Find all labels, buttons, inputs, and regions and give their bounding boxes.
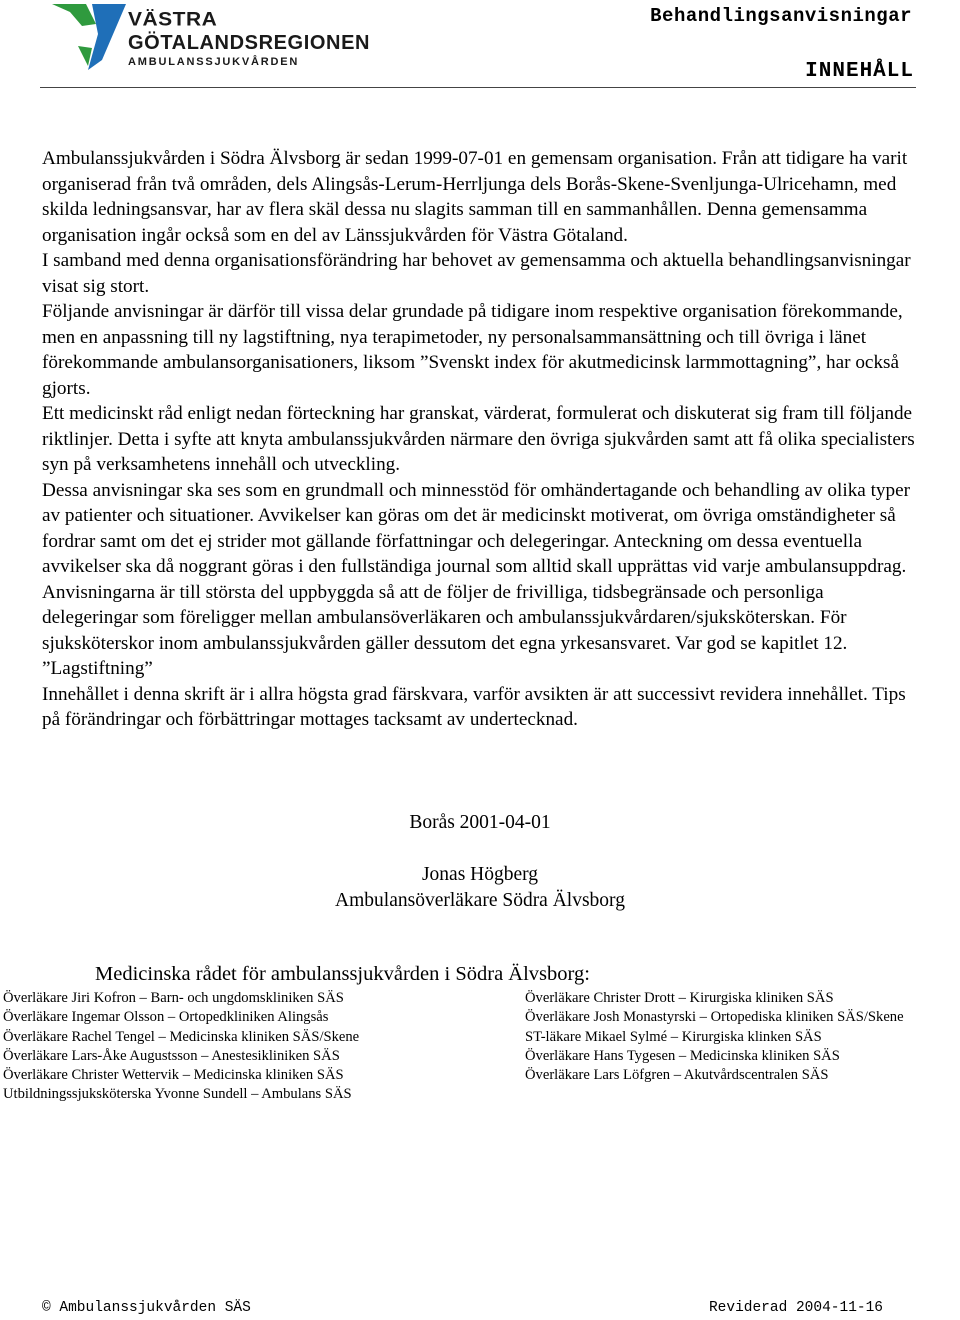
council-list-right bbox=[525, 989, 904, 1085]
logo-line-2: GÖTALANDSREGIONEN bbox=[128, 32, 371, 54]
emblem-green-tip bbox=[78, 46, 92, 66]
footer-copyright: © Ambulanssjukvården SÄS bbox=[42, 1300, 251, 1316]
council-member: Överläkare Ingemar Olsson – Ortopedkliniken Alingsås bbox=[3, 1009, 329, 1026]
paragraph: Följande anvisningar är därför till vissa delar grundade på tidigare inom respektive organisation förekommande, men en anpassning till ny lagstiftning, nya terapimetoder, ny personalsammansättning och till övriga i länet förekommande ambulansorganisationers, liksom ”Svenskt index för akutmedicinsk larmmottagning”, har också gjorts. bbox=[42, 301, 903, 399]
council-member: Överläkare Jiri Kofron – Barn- och ungdomskliniken SÄS bbox=[3, 990, 344, 1006]
region-emblem-icon bbox=[52, 4, 128, 74]
paragraph: I samband med denna organisationsförändring har behovet av gemensamma och aktuella behandlingsanvisningar visat sig stort. bbox=[42, 250, 911, 297]
council-member: Utbildningssjuksköterska Yvonne Sundell – Ambulans SÄS bbox=[3, 1086, 352, 1103]
paragraph: Ett medicinskt råd enligt nedan förteckning har granskat, värderat, formulerat och diskuterat sig fram till följande riktlinjer. Detta i syfte att knyta ambulanssjukvården närmare den övriga sjukvården samt att få olika specialisters syn på verksamhetens innehåll och utveckling. bbox=[42, 403, 915, 475]
council-member: Överläkare Josh Monastyrski – Ortopediska kliniken SÄS/Skene bbox=[525, 1009, 904, 1026]
document-title: Behandlingsanvisningar bbox=[650, 5, 912, 27]
logo-wordmark bbox=[128, 10, 370, 68]
signatory-name: Jonas Högberg bbox=[421, 864, 539, 885]
logo-line-1: VÄSTRA bbox=[128, 9, 218, 31]
vastra-gotalandsregionen-logo bbox=[52, 4, 382, 74]
signatory-role: Ambulansöverläkare Södra Älvsborg bbox=[335, 889, 625, 911]
council-list-left bbox=[3, 989, 359, 1105]
header-divider bbox=[40, 87, 916, 88]
council-member: ST-läkare Mikael Sylmé – Kirurgiska klinken SÄS bbox=[525, 1028, 822, 1045]
council-member: Överläkare Lars-Åke Augustsson – Anestesikliniken SÄS bbox=[3, 1047, 340, 1064]
emblem-green-shape bbox=[52, 4, 96, 26]
paragraph: Anvisningarna är till största del uppbyggda så att de följer de frivilliga, tidsbegränsade och personliga delegeringar som föreligger mellan ambulansöverläkaren och ambulanssjukvårdaren/sjuksköterskan. För sjuksköterskor inom ambulanssjukvården gäller dessutom det egna yrkesansvaret. Var god se kapitlet 12. ”Lagstiftning” bbox=[42, 581, 848, 679]
council-member: Överläkare Lars Löfgren – Akutvårdscentralen SÄS bbox=[525, 1067, 829, 1084]
emblem-blue-shape bbox=[88, 4, 126, 70]
footer-revision-date: Reviderad 2004-11-16 bbox=[708, 1300, 883, 1316]
council-member: Överläkare Christer Drott – Kirurgiska kliniken SÄS bbox=[525, 990, 834, 1006]
council-member: Överläkare Christer Wettervik – Medicinska kliniken SÄS bbox=[3, 1067, 344, 1084]
introduction-text bbox=[42, 146, 922, 733]
council-member: Överläkare Hans Tygesen – Medicinska kliniken SÄS bbox=[525, 1047, 840, 1064]
section-title: INNEHÅLL bbox=[805, 60, 914, 83]
paragraph: Ambulanssjukvården i Södra Älvsborg är sedan 1999-07-01 en gemensam organisation. Från att tidigare ha varit organiserad från två områden, dels Alingsås-Lerum-Herrljunga dels Borås-Skene-Svenljunga-Ulricehamn, med skilda ledningsansvar, har av flera skäl dessa nu slagits samman till en sammanhållen. Denna gemensamma organisation ingår också som en del av Länssjukvården för Västra Götaland. bbox=[42, 148, 908, 246]
paragraph: Dessa anvisningar ska ses som en grundmall och minnesstöd för omhändertagande och behandling av olika typer av patienter och situationer. Avvikelser kan göras om det är medicinskt motiverat, om övriga omständigheter så fordrar samt om det ej strider mot gällande författningar och delegeringar. Anteckning om dessa eventuella avvikelser ska då noggrant göras i den fullständiga journal som alltid skall upprättas vid varje ambulansuppdrag. bbox=[42, 479, 911, 577]
logo-line-3: AMBULANSSJUKVÅRDEN bbox=[128, 56, 300, 68]
place-date: Borås 2001-04-01 bbox=[409, 812, 551, 833]
council-heading: Medicinska rådet för ambulanssjukvården i Södra Älvsborg: bbox=[95, 963, 590, 985]
council-member: Överläkare Rachel Tengel – Medicinska kliniken SÄS/Skene bbox=[3, 1028, 360, 1045]
paragraph: Innehållet i denna skrift är i allra högsta grad färskvara, varför avsikten är att successivt revidera innehållet. Tips på förändringar och förbättringar mottages tacksamt av undertecknad. bbox=[42, 683, 906, 730]
signature-block bbox=[0, 862, 960, 913]
